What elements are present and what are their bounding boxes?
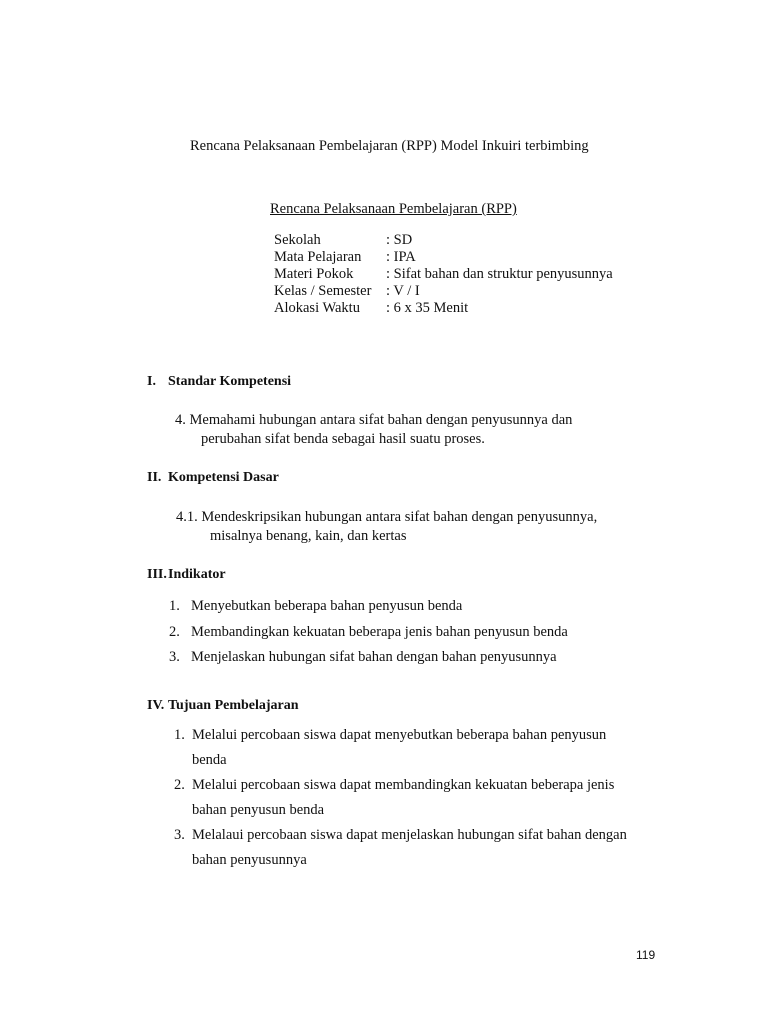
page-number: 119 [636, 948, 656, 962]
paragraph-line: misalnya benang, kain, dan kertas [210, 528, 407, 544]
list-line: Melalui percobaan siswa dapat menyebutkan beberapa bahan penyusun [192, 727, 607, 743]
info-label: Mata Pelajaran [274, 249, 362, 265]
list-item [174, 773, 627, 823]
list-item [174, 723, 627, 773]
section-number: II. [147, 470, 162, 485]
list-text: Menyebutkan beberapa bahan penyusun benda [191, 598, 463, 614]
section-title: Kompetensi Dasar [168, 470, 279, 485]
list-number: 3. [169, 649, 180, 665]
info-value: : IPA [386, 249, 416, 265]
info-table [274, 232, 613, 317]
info-value: : 6 x 35 Menit [386, 300, 469, 316]
list-item [169, 597, 568, 623]
section-heading-tujuan-pembelajaran [147, 698, 299, 714]
list-text [192, 723, 606, 773]
info-row-alokasi-waktu [274, 300, 613, 317]
section-heading-indikator [147, 567, 226, 583]
section-heading-standar-kompetensi [147, 374, 291, 390]
list-text: Membandingkan kekuatan beberapa jenis bahan penyusun benda [191, 623, 568, 640]
section-number: III. [147, 567, 167, 582]
section-heading-kompetensi-dasar [147, 470, 279, 486]
list-item [169, 648, 568, 674]
list-text [192, 823, 627, 873]
info-label: Materi Pokok [274, 266, 354, 282]
tujuan-list [174, 723, 627, 873]
standar-kompetensi-text [175, 411, 572, 449]
paragraph-line: perubahan sifat benda sebagai hasil suatu proses. [201, 431, 485, 447]
list-number: 2. [169, 623, 180, 640]
info-label: Alokasi Waktu [274, 300, 360, 316]
paragraph-line: 4. Memahami hubungan antara sifat bahan dengan penyusunnya dan [175, 412, 573, 428]
document-title: Rencana Pelaksanaan Pembelajaran (RPP) Model Inkuiri terbimbing [190, 138, 589, 154]
section-title: Standar Kompetensi [168, 374, 292, 389]
kompetensi-dasar-text [176, 508, 597, 546]
paragraph-line: 4.1. Mendeskripsikan hubungan antara sifat bahan dengan penyusunnya, [176, 509, 598, 525]
list-line: Melalaui percobaan siswa dapat menjelaskan hubungan sifat bahan dengan [192, 827, 627, 843]
info-label: Kelas / Semester [274, 283, 372, 299]
info-row-sekolah [274, 232, 613, 249]
info-label: Sekolah [274, 232, 321, 248]
list-item [174, 823, 627, 873]
info-value: : Sifat bahan dan struktur penyusunnya [386, 266, 613, 282]
info-row-materi-pokok [274, 266, 613, 283]
list-item [169, 623, 568, 649]
list-line: bahan penyusunnya [192, 852, 307, 868]
list-line: Melalui percobaan siswa dapat membandingkan kekuatan beberapa jenis [192, 777, 615, 793]
indikator-list [169, 597, 568, 674]
section-title: Tujuan Pembelajaran [168, 698, 299, 713]
info-value: : SD [386, 232, 413, 248]
info-row-mata-pelajaran [274, 249, 613, 266]
info-row-kelas-semester [274, 283, 613, 300]
list-number: 1. [174, 727, 185, 743]
list-line: benda [192, 752, 227, 768]
section-title: Indikator [168, 567, 226, 582]
list-line: bahan penyusun benda [192, 802, 325, 818]
list-number: 2. [174, 777, 185, 793]
section-number: I. [147, 374, 156, 389]
section-number: IV. [147, 698, 165, 713]
list-number: 3. [174, 827, 185, 843]
document-subtitle: Rencana Pelaksanaan Pembelajaran (RPP) [270, 201, 517, 217]
list-text: Menjelaskan hubungan sifat bahan dengan bahan penyusunnya [191, 649, 557, 665]
list-number: 1. [169, 598, 180, 614]
list-text [192, 773, 614, 823]
info-value: : V / I [386, 283, 420, 299]
